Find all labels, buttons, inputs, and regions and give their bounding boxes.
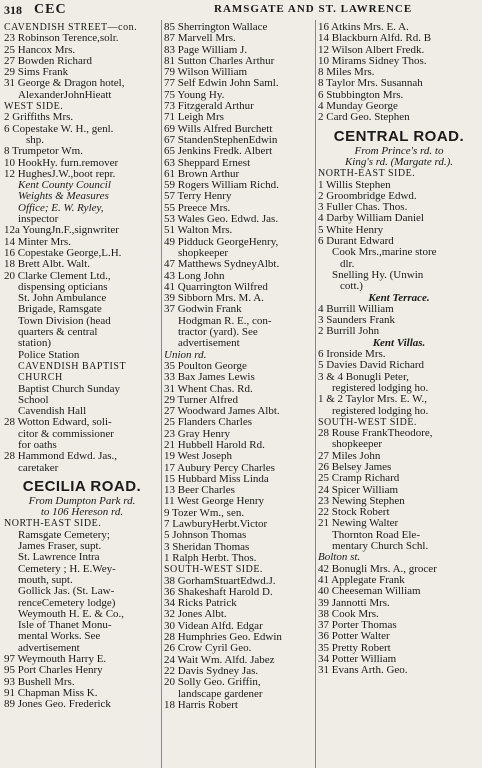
directory-entry: Brigade, Ramsgate: [18, 303, 102, 316]
directory-entry: 6 Ironside Mrs.: [318, 348, 386, 361]
directory-entry: station): [18, 337, 51, 350]
directory-entry: 25 Flanders Charles: [164, 416, 252, 429]
directory-entry: 13 Beer Charles: [164, 484, 235, 497]
directory-entry: 1 & 2 Taylor Mrs. E. W.,: [318, 393, 428, 406]
directory-entry: 2 Card Geo. Stephen: [318, 111, 410, 124]
directory-entry: St. John Ambulance: [18, 292, 107, 305]
directory-entry: 37 Godwin Frank: [164, 303, 242, 316]
directory-entry: 49 Pidduck GeorgeHenry,: [164, 235, 279, 248]
road-heading: CENTRAL ROAD.: [333, 127, 465, 145]
directory-entry: 37 Porter Thomas: [318, 619, 397, 632]
directory-entry: 85 Sherrington Wallace: [164, 22, 268, 33]
directory-entry: 34 Potter William: [318, 653, 397, 666]
directory-entry: 3 Sheridan Thomas: [164, 540, 250, 553]
directory-entry: 91 Chapman Miss K.: [4, 686, 98, 699]
side-heading: CAVENDISH STREET—con.: [4, 22, 138, 33]
section-code: CEC: [34, 2, 67, 17]
directory-entry: 27 Bowden Richard: [4, 54, 92, 67]
directory-entry: 10 HookHy. furn.remover: [4, 156, 119, 169]
directory-entry: 95 Port Charles Henry: [4, 664, 103, 677]
running-title: RAMSGATE AND ST. LAWRENCE: [214, 3, 413, 15]
side-heading: SOUTH-WEST SIDE.: [164, 564, 263, 576]
directory-entry: 35 Poulton George: [164, 359, 247, 372]
directory-entry: 21 Newing Walter: [318, 517, 399, 530]
directory-entry: renceCemetery lodge): [18, 596, 116, 609]
directory-entry: 55 Preece Mrs.: [164, 201, 231, 214]
directory-entry: 1 Ralph Herbt. Thos.: [164, 551, 257, 564]
directory-entry: 3 Saunders Frank: [318, 314, 395, 327]
directory-entry: Cavendish Hall: [18, 405, 87, 418]
directory-entry: 36 Potter Walter: [318, 630, 390, 643]
directory-entry: 9 Tozer Wm., sen.: [164, 506, 245, 519]
directory-entry: Kent Villas.: [372, 336, 426, 349]
side-heading: SOUTH-WEST SIDE.: [318, 416, 417, 428]
side-heading: CAVENDISH BAPTIST: [18, 360, 127, 372]
directory-entry: 73 Fitzgerald Arthur: [164, 100, 254, 113]
directory-entry: 93 Bushell Mrs.: [4, 675, 75, 688]
column-2: [164, 22, 314, 768]
directory-entry: Baptist Church Sunday: [18, 382, 121, 395]
directory-entry: 61 Brown Arthur: [164, 167, 240, 180]
directory-entry: 83 Page William J.: [164, 43, 248, 56]
directory-entry: Hodgman R. E., con-: [178, 314, 272, 327]
directory-entry: 71 Leigh Mrs: [164, 111, 224, 124]
directory-entry: 27 Woodward James Albt.: [164, 405, 280, 418]
directory-entry: 4 Burrill William: [318, 302, 394, 315]
directory-entry: 31 Whent Chas. Rd.: [164, 382, 253, 395]
directory-entry: 21 Hubbell Harold Rd.: [164, 438, 265, 451]
directory-entry: 36 Shakeshaft Harold D.: [164, 585, 273, 598]
directory-entry: King's rd. (Margate rd.).: [344, 155, 454, 168]
directory-entry: 57 Terry Henry: [164, 190, 232, 203]
directory-entry: 24 Spicer William: [318, 483, 399, 496]
directory-entry: advertisement: [178, 337, 240, 350]
directory-entry: 69 Wills Alfred Burchett: [164, 122, 273, 135]
directory-entry: 14 Blackburn Alfd. Rd. B: [318, 32, 432, 45]
directory-entry: 23 Newing Stephen: [318, 494, 405, 507]
directory-entry: 89 Jones Geo. Frederick: [4, 698, 111, 711]
directory-entry: 41 Quarrington Wilfred: [164, 280, 268, 293]
directory-entry: 1 Willis Stephen: [318, 178, 391, 191]
directory-entry: AlexanderJohnHieatt: [18, 88, 112, 101]
directory-entry: 28 Hammond Edwd. Jas.,: [4, 450, 118, 463]
directory-entry: Bolton st.: [318, 551, 361, 564]
directory-entry: 11 West George Henry: [164, 495, 265, 508]
directory-entry: Cook Mrs.,marine store: [332, 246, 437, 259]
directory-entry: 31 Evans Arth. Geo.: [318, 664, 408, 677]
directory-entry: 25 Hancox Mrs.: [4, 43, 76, 56]
column-divider: [161, 20, 162, 768]
directory-entry: St. Lawrence Intra: [18, 551, 100, 564]
directory-entry: 3 & 4 Bonugli Peter,: [318, 370, 409, 383]
directory-entry: 34 Ricks Patrick: [164, 597, 237, 610]
directory-entry: James Fraser, supt.: [18, 540, 102, 553]
directory-entry: Ramsgate Cemetery;: [18, 528, 110, 541]
directory-entry: Office; E. W. Ryley,: [18, 201, 104, 214]
directory-entry: Kent County Council: [18, 179, 111, 192]
directory-entry: 39 Sibborn Mrs. M. A.: [164, 292, 264, 305]
directory-entry: 14 Minter Mrs.: [4, 235, 71, 248]
directory-entry: 38 GorhamStuartEdwd.J.: [164, 574, 276, 587]
directory-entry: dispensing opticians: [18, 280, 108, 293]
directory-entry: citor & commissioner: [18, 427, 114, 440]
directory-entry: 75 Young Hy.: [164, 88, 225, 101]
directory-entry: 28 Wotton Edward, soli-: [4, 416, 112, 429]
directory-entry: 35 Pretty Robert: [318, 641, 391, 654]
directory-entry: Gollick Jas. (St. Law-: [18, 585, 115, 598]
directory-entry: 8 Miles Mrs.: [318, 66, 375, 79]
page-header: [4, 3, 478, 19]
directory-entry: Cemetery ; H. E.Wey-: [18, 562, 116, 575]
directory-entry: 16 Copestake George,L.H.: [4, 246, 122, 259]
directory-entry: 81 Sutton Charles Arthur: [164, 54, 275, 67]
directory-entry: 20 Clarke Clement Ltd.,: [4, 269, 111, 282]
directory-entry: for oaths: [18, 438, 57, 451]
page-number: 318: [4, 3, 22, 17]
directory-entry: 22 Stock Robert: [318, 506, 390, 519]
directory-entry: 23 Robinson Terence,solr.: [4, 32, 119, 45]
side-heading: NORTH-EAST SIDE.: [318, 168, 416, 180]
directory-entry: Kent Terrace.: [368, 291, 430, 304]
directory-entry: 29 Sims Frank: [4, 66, 69, 79]
directory-entry: to 106 Hereson rd.: [40, 506, 124, 519]
directory-entry: 26 Crow Cyril Geo.: [164, 642, 252, 655]
directory-entry: 19 West Joseph: [164, 450, 232, 463]
directory-entry: shopkeeper: [178, 246, 229, 259]
road-heading: CECILIA ROAD.: [22, 477, 142, 495]
directory-entry: Police Station: [18, 348, 80, 361]
directory-entry: 31 George & Dragon hotel,: [4, 77, 125, 90]
directory-entry: 23 Gray Henry: [164, 427, 230, 440]
directory-entry: 24 Wait Wm. Alfd. Jabez: [164, 653, 275, 666]
directory-entry: Isle of Thanet Monu-: [18, 619, 112, 632]
directory-entry: Union rd.: [164, 348, 207, 361]
directory-entry: 2 Griffiths Mrs.: [4, 111, 74, 124]
directory-entry: cott.): [340, 280, 363, 293]
directory-entry: shopkeeper: [332, 438, 383, 451]
directory-entry: 63 Sheppard Ernest: [164, 156, 251, 169]
directory-entry: 15 Hubbard Miss Linda: [164, 472, 269, 485]
directory-entry: 59 Rogers William Richd.: [164, 179, 279, 192]
directory-entry: 40 Cheeseman William: [318, 585, 421, 598]
directory-entry: 43 Long John: [164, 269, 225, 282]
directory-entry: 51 Walton Mrs.: [164, 224, 233, 237]
directory-entry: mentary Church Schl.: [332, 540, 429, 553]
directory-entry: School: [18, 393, 49, 406]
directory-entry: 6 Stubbington Mrs.: [318, 88, 404, 101]
directory-entry: 6 Durant Edward: [318, 235, 394, 248]
directory-entry: inspector: [18, 213, 59, 226]
directory-entry: mental Works. See: [18, 630, 101, 643]
directory-entry: 42 Bonugli Mrs. A., grocer: [318, 562, 437, 575]
directory-entry: 4 Darby William Daniel: [318, 212, 424, 225]
side-heading: NORTH-EAST SIDE.: [4, 518, 102, 530]
directory-entry: 28 Rouse FrankTheodore,: [318, 427, 433, 440]
directory-entry: 79 Wilson William: [164, 66, 248, 79]
directory-entry: quarters & central: [18, 326, 98, 339]
directory-entry: 67 StandenStephenEdwin: [164, 133, 278, 146]
directory-entry: 29 Turner Alfred: [164, 393, 238, 406]
directory-entry: Thornton Road Ele-: [332, 528, 420, 541]
directory-entry: 25 Cramp Richard: [318, 472, 400, 485]
directory-entry: 10 Mirams Sidney Thos.: [318, 54, 427, 67]
directory-entry: shp.: [26, 133, 45, 146]
column-divider: [315, 20, 316, 768]
directory-entry: 20 Solly Geo. Griffin,: [164, 676, 261, 689]
directory-entry: Town Division (head: [18, 314, 111, 327]
directory-entry: 5 White Henry: [318, 223, 384, 236]
directory-entry: 77 Self Edwin John Saml.: [164, 77, 279, 90]
column-1: [4, 22, 160, 768]
directory-entry: 26 Belsey James: [318, 460, 392, 473]
directory-entry: 30 Videan Alfd. Edgar: [164, 619, 263, 632]
column-3: [318, 22, 480, 768]
directory-entry: 12 HughesJ.W.,boot repr.: [4, 167, 116, 180]
directory-entry: 2 Burrill John: [318, 325, 380, 338]
directory-entry: 65 Jenkins Fredk. Albert: [164, 145, 273, 158]
directory-entry: Weights & Measures: [18, 190, 109, 203]
directory-entry: 2 Groombridge Edwd.: [318, 189, 417, 202]
directory-entry: registered lodging ho.: [332, 404, 429, 417]
side-heading: CHURCH: [18, 372, 63, 384]
directory-entry: From Dumpton Park rd.: [28, 494, 136, 507]
directory-entry: 87 Marvell Mrs.: [164, 32, 236, 45]
directory-entry: caretaker: [18, 461, 59, 474]
directory-entry: Snelling Hy. (Unwin: [332, 268, 424, 281]
directory-entry: 6 Copestake W. H., genl.: [4, 122, 114, 135]
directory-entry: 28 Humphries Geo. Edwin: [164, 631, 282, 644]
directory-entry: 8 Trumpetor Wm.: [4, 145, 83, 158]
directory-entry: 3 Fuller Chas. Thos.: [318, 201, 408, 214]
directory-entry: 38 Cook Mrs.: [318, 607, 379, 620]
directory-entry: 97 Weymouth Harry E.: [4, 653, 107, 666]
directory-entry: 41 Applegate Frank: [318, 573, 405, 586]
directory-entry: 5 Johnson Thomas: [164, 529, 247, 542]
directory-entry: 18 Brett Albt. Walt.: [4, 258, 90, 271]
directory-entry: landscape gardener: [178, 687, 263, 700]
directory-entry: 27 Miles John: [318, 449, 381, 462]
directory-entry: 47 Matthews SydneyAlbt.: [164, 258, 280, 271]
directory-entry: 8 Taylor Mrs. Susannah: [318, 77, 423, 90]
directory-entry: 5 Davies David Richard: [318, 359, 424, 372]
side-heading: WEST SIDE.: [4, 101, 64, 113]
directory-entry: 39 Jannotti Mrs.: [318, 596, 390, 609]
directory-entry: 4 Munday George: [318, 100, 398, 113]
directory-entry: advertisement: [18, 641, 80, 654]
directory-entry: 22 Davis Sydney Jas.: [164, 664, 259, 677]
directory-entry: 12 Wilson Albert Fredk.: [318, 43, 425, 56]
directory-entry: Weymouth H. E. & Co.,: [18, 607, 125, 620]
directory-entry: 18 Harris Robert: [164, 698, 238, 711]
directory-entry: 17 Aubury Percy Charles: [164, 461, 275, 474]
directory-entry: From Prince's rd. to: [354, 144, 444, 157]
directory-entry: 32 Jones Albt.: [164, 608, 227, 621]
directory-entry: mouth, supt.: [18, 573, 73, 586]
directory-entry: 12a YoungJn.F.,signwriter: [4, 224, 119, 237]
directory-entry: 7 LawburyHerbt.Victor: [164, 518, 268, 531]
directory-entry: 53 Wales Geo. Edwd. Jas.: [164, 213, 279, 226]
directory-entry: 16 Atkins Mrs. E. A.: [318, 22, 409, 33]
directory-entry: tractor (yard). See: [178, 326, 258, 339]
directory-entry: 33 Bax James Lewis: [164, 371, 255, 384]
directory-entry: registered lodging ho.: [332, 381, 429, 394]
directory-entry: dlr.: [340, 257, 355, 270]
